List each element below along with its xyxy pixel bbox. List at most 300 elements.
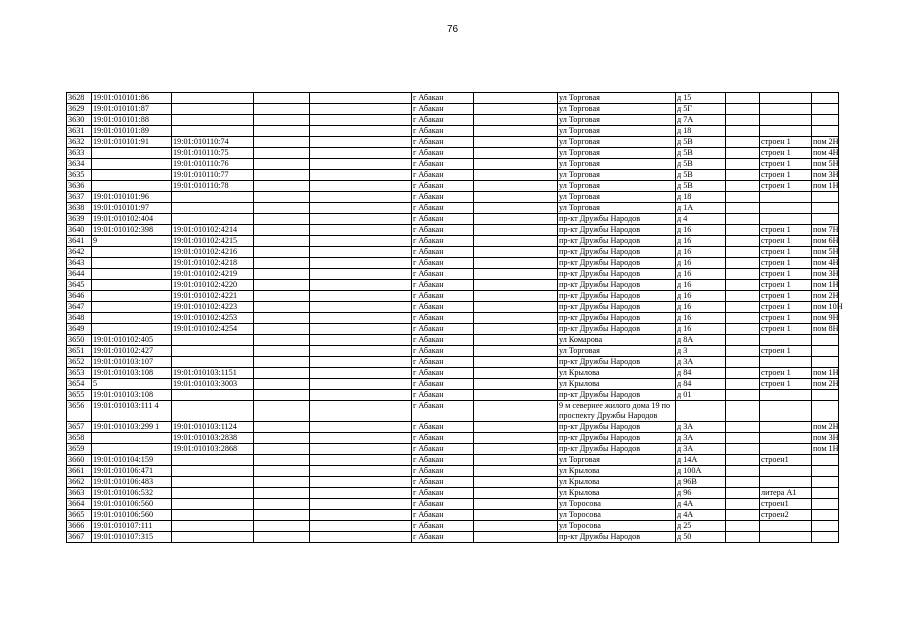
cadastral-number-cell: 19:01:010101:88 bbox=[92, 115, 172, 126]
empty-col-c-cell bbox=[474, 532, 558, 543]
street-cell: пр-кт Дружбы Народов bbox=[558, 280, 676, 291]
sub-cadastral-number-cell bbox=[172, 126, 254, 137]
empty-col-a-cell bbox=[254, 159, 310, 170]
empty-col-a-cell bbox=[254, 313, 310, 324]
street-cell: ул Торговая bbox=[558, 203, 676, 214]
premises-cell bbox=[812, 401, 839, 422]
building-cell: строен 1 bbox=[760, 148, 812, 159]
cadastral-number-cell: 19:01:010104:159 bbox=[92, 455, 172, 466]
empty-col-d-cell bbox=[726, 302, 760, 313]
table-row bbox=[67, 214, 839, 225]
city-cell: г Абакан bbox=[412, 192, 474, 203]
city-cell: г Абакан bbox=[412, 280, 474, 291]
premises-cell: пом 1Н bbox=[813, 280, 839, 289]
empty-col-a-cell bbox=[254, 258, 310, 269]
empty-col-c-cell bbox=[474, 203, 558, 214]
city-cell: г Абакан bbox=[412, 422, 474, 433]
row-number-cell: 3644 bbox=[67, 269, 92, 280]
empty-col-c-cell bbox=[474, 335, 558, 346]
row-number-cell: 3667 bbox=[67, 532, 92, 543]
empty-col-d-cell bbox=[726, 477, 760, 488]
empty-col-d-cell bbox=[726, 313, 760, 324]
empty-col-a-cell bbox=[254, 357, 310, 368]
premises-cell bbox=[812, 390, 839, 401]
street-cell: ул Торосова bbox=[558, 510, 676, 521]
page-number: 76 bbox=[446, 24, 459, 35]
empty-col-d-cell bbox=[726, 521, 760, 532]
sub-cadastral-number-cell bbox=[172, 455, 254, 466]
empty-col-c-cell bbox=[474, 466, 558, 477]
table-row bbox=[67, 390, 839, 401]
empty-col-c-cell bbox=[474, 137, 558, 148]
house-cell: д 100А bbox=[676, 466, 726, 477]
empty-col-b-cell bbox=[310, 401, 412, 422]
cadastral-number-cell: 19:01:010103:111 4 bbox=[92, 401, 172, 422]
empty-col-b-cell bbox=[310, 346, 412, 357]
city-cell: г Абакан bbox=[412, 390, 474, 401]
sub-cadastral-number-cell: 19:01:010102:4218 bbox=[172, 258, 254, 269]
premises-cell: пом 10Н bbox=[813, 302, 843, 311]
empty-col-c-cell bbox=[474, 390, 558, 401]
premises-cell bbox=[812, 214, 839, 225]
cadastral-number-cell: 9 bbox=[92, 236, 172, 247]
sub-cadastral-number-cell bbox=[172, 521, 254, 532]
premises-cell bbox=[812, 126, 839, 137]
empty-col-a-cell bbox=[254, 390, 310, 401]
premises-cell bbox=[812, 510, 839, 521]
house-cell: д 5В bbox=[676, 148, 726, 159]
house-cell: д 16 bbox=[676, 258, 726, 269]
building-cell bbox=[760, 422, 812, 433]
house-cell: д 8А bbox=[676, 335, 726, 346]
empty-col-a-cell bbox=[254, 236, 310, 247]
empty-col-a-cell bbox=[254, 368, 310, 379]
row-number-cell: 3656 bbox=[67, 401, 92, 422]
empty-col-d-cell bbox=[726, 390, 760, 401]
cadastral-number-cell bbox=[92, 444, 172, 455]
empty-col-c-cell bbox=[474, 488, 558, 499]
table-row bbox=[67, 302, 839, 313]
empty-col-b-cell bbox=[310, 422, 412, 433]
table-row bbox=[67, 159, 839, 170]
house-cell: д 16 bbox=[676, 247, 726, 258]
row-number-cell: 3646 bbox=[67, 291, 92, 302]
table-row bbox=[67, 137, 839, 148]
house-cell: д 3А bbox=[676, 433, 726, 444]
building-cell: строен 1 bbox=[760, 170, 812, 181]
empty-col-a-cell bbox=[254, 444, 310, 455]
house-cell: д 84 bbox=[676, 379, 726, 390]
premises-cell: пом 5Н bbox=[813, 247, 839, 256]
sub-cadastral-number-cell bbox=[172, 203, 254, 214]
table-row bbox=[67, 148, 839, 159]
cadastral-number-cell: 19:01:010101:89 bbox=[92, 126, 172, 137]
empty-col-c-cell bbox=[474, 269, 558, 280]
empty-col-b-cell bbox=[310, 269, 412, 280]
cadastral-number-cell: 19:01:010106:560 bbox=[92, 510, 172, 521]
city-cell: г Абакан bbox=[412, 247, 474, 258]
empty-col-b-cell bbox=[310, 510, 412, 521]
building-cell bbox=[760, 126, 812, 137]
cadastral-number-cell: 19:01:010101:87 bbox=[92, 104, 172, 115]
building-cell bbox=[760, 115, 812, 126]
street-cell: ул Крылова bbox=[558, 466, 676, 477]
building-cell bbox=[760, 203, 812, 214]
empty-col-b-cell bbox=[310, 488, 412, 499]
empty-col-d-cell bbox=[726, 466, 760, 477]
city-cell: г Абакан bbox=[412, 313, 474, 324]
sub-cadastral-number-cell: 19:01:010103:1124 bbox=[172, 422, 254, 433]
city-cell: г Абакан bbox=[412, 532, 474, 543]
premises-cell: пом 8Н bbox=[813, 324, 839, 333]
empty-col-c-cell bbox=[474, 236, 558, 247]
sub-cadastral-number-cell: 19:01:010103:2868 bbox=[172, 444, 254, 455]
table-row bbox=[67, 291, 839, 302]
city-cell: г Абакан bbox=[412, 137, 474, 148]
empty-col-a-cell bbox=[254, 214, 310, 225]
empty-col-b-cell bbox=[310, 302, 412, 313]
premises-cell: пом 1Н bbox=[813, 368, 839, 377]
city-cell: г Абакан bbox=[412, 93, 474, 104]
city-cell: г Абакан bbox=[412, 401, 474, 422]
building-cell: строен 1 bbox=[760, 181, 812, 192]
city-cell: г Абакан bbox=[412, 488, 474, 499]
city-cell: г Абакан bbox=[412, 433, 474, 444]
building-cell: строен2 bbox=[760, 510, 812, 521]
empty-col-d-cell bbox=[726, 104, 760, 115]
building-cell: строен1 bbox=[760, 499, 812, 510]
empty-col-a-cell bbox=[254, 532, 310, 543]
empty-col-d-cell bbox=[726, 214, 760, 225]
empty-col-d-cell bbox=[726, 368, 760, 379]
sub-cadastral-number-cell: 19:01:010102:4220 bbox=[172, 280, 254, 291]
row-number-cell: 3645 bbox=[67, 280, 92, 291]
city-cell: г Абакан bbox=[412, 126, 474, 137]
empty-col-d-cell bbox=[726, 335, 760, 346]
building-cell bbox=[760, 335, 812, 346]
house-cell: д 5В bbox=[676, 170, 726, 181]
building-cell bbox=[760, 433, 812, 444]
empty-col-c-cell bbox=[474, 401, 558, 422]
empty-col-d-cell bbox=[726, 126, 760, 137]
table-row bbox=[67, 521, 839, 532]
premises-cell bbox=[812, 192, 839, 203]
table-row bbox=[67, 510, 839, 521]
building-cell bbox=[760, 93, 812, 104]
sub-cadastral-number-cell bbox=[172, 115, 254, 126]
building-cell bbox=[760, 357, 812, 368]
empty-col-d-cell bbox=[726, 532, 760, 543]
empty-col-a-cell bbox=[254, 324, 310, 335]
sub-cadastral-number-cell bbox=[172, 93, 254, 104]
city-cell: г Абакан bbox=[412, 181, 474, 192]
empty-col-c-cell bbox=[474, 93, 558, 104]
street-cell: ул Торговая bbox=[558, 181, 676, 192]
empty-col-d-cell bbox=[726, 357, 760, 368]
table-row bbox=[67, 104, 839, 115]
empty-col-b-cell bbox=[310, 444, 412, 455]
table-row bbox=[67, 126, 839, 137]
empty-col-a-cell bbox=[254, 510, 310, 521]
street-cell: пр-кт Дружбы Народов bbox=[558, 433, 676, 444]
city-cell: г Абакан bbox=[412, 346, 474, 357]
table-row bbox=[67, 444, 839, 455]
premises-cell: пом 2Н bbox=[813, 379, 839, 388]
house-cell: д 16 bbox=[676, 269, 726, 280]
city-cell: г Абакан bbox=[412, 159, 474, 170]
empty-col-a-cell bbox=[254, 104, 310, 115]
house-cell: д 5В bbox=[676, 159, 726, 170]
empty-col-b-cell bbox=[310, 521, 412, 532]
cadastral-number-cell bbox=[92, 258, 172, 269]
premises-cell: пом 2Н bbox=[813, 137, 839, 146]
building-cell: строен 1 bbox=[760, 258, 812, 269]
sub-cadastral-number-cell bbox=[172, 346, 254, 357]
row-number-cell: 3643 bbox=[67, 258, 92, 269]
building-cell: строен 1 bbox=[760, 291, 812, 302]
empty-col-a-cell bbox=[254, 170, 310, 181]
cadastral-number-cell: 19:01:010106:471 bbox=[92, 466, 172, 477]
empty-col-b-cell bbox=[310, 433, 412, 444]
empty-col-c-cell bbox=[474, 258, 558, 269]
empty-col-d-cell bbox=[726, 455, 760, 466]
empty-col-b-cell bbox=[310, 93, 412, 104]
empty-col-a-cell bbox=[254, 477, 310, 488]
street-cell: ул Крылова bbox=[558, 488, 676, 499]
premises-cell bbox=[812, 115, 839, 126]
city-cell: г Абакан bbox=[412, 444, 474, 455]
street-cell: ул Крылова bbox=[558, 379, 676, 390]
premises-cell bbox=[812, 335, 839, 346]
table-row bbox=[67, 422, 839, 433]
building-cell: строен 1 bbox=[760, 346, 812, 357]
city-cell: г Абакан bbox=[412, 258, 474, 269]
empty-col-b-cell bbox=[310, 115, 412, 126]
row-number-cell: 3630 bbox=[67, 115, 92, 126]
row-number-cell: 3649 bbox=[67, 324, 92, 335]
street-cell: ул Торговая bbox=[558, 148, 676, 159]
street-cell: пр-кт Дружбы Народов bbox=[558, 313, 676, 324]
premises-cell bbox=[812, 104, 839, 115]
empty-col-d-cell bbox=[726, 488, 760, 499]
street-cell: пр-кт Дружбы Народов bbox=[558, 357, 676, 368]
premises-cell: пом 4Н bbox=[813, 258, 839, 267]
empty-col-b-cell bbox=[310, 225, 412, 236]
premises-cell: пом 1Н bbox=[813, 181, 839, 190]
empty-col-d-cell bbox=[726, 148, 760, 159]
house-cell: д 3А bbox=[676, 357, 726, 368]
empty-col-c-cell bbox=[474, 247, 558, 258]
cadastral-number-cell: 19:01:010103:108 bbox=[92, 368, 172, 379]
street-cell: ул Торговая bbox=[558, 346, 676, 357]
sub-cadastral-number-cell bbox=[172, 390, 254, 401]
premises-cell: пом 9Н bbox=[813, 313, 839, 322]
empty-col-b-cell bbox=[310, 477, 412, 488]
cadastral-number-cell: 19:01:010102:398 bbox=[92, 225, 172, 236]
row-number-cell: 3662 bbox=[67, 477, 92, 488]
house-cell: д 5В bbox=[676, 181, 726, 192]
premises-cell bbox=[812, 477, 839, 488]
empty-col-b-cell bbox=[310, 203, 412, 214]
city-cell: г Абакан bbox=[412, 269, 474, 280]
empty-col-c-cell bbox=[474, 181, 558, 192]
empty-col-b-cell bbox=[310, 324, 412, 335]
empty-col-b-cell bbox=[310, 532, 412, 543]
street-cell: ул Торговая bbox=[558, 137, 676, 148]
house-cell: д 16 bbox=[676, 324, 726, 335]
cadastral-number-cell bbox=[92, 302, 172, 313]
empty-col-b-cell bbox=[310, 357, 412, 368]
sub-cadastral-number-cell: 19:01:010110:75 bbox=[172, 148, 254, 159]
sub-cadastral-number-cell bbox=[172, 499, 254, 510]
empty-col-a-cell bbox=[254, 280, 310, 291]
house-cell: д 15 bbox=[676, 93, 726, 104]
house-cell: д 16 bbox=[676, 236, 726, 247]
premises-cell bbox=[812, 93, 839, 104]
empty-col-d-cell bbox=[726, 170, 760, 181]
city-cell: г Абакан bbox=[412, 335, 474, 346]
empty-col-a-cell bbox=[254, 247, 310, 258]
building-cell: строен 1 bbox=[760, 269, 812, 280]
row-number-cell: 3665 bbox=[67, 510, 92, 521]
house-cell: д 16 bbox=[676, 302, 726, 313]
empty-col-a-cell bbox=[254, 346, 310, 357]
empty-col-c-cell bbox=[474, 170, 558, 181]
table-row bbox=[67, 192, 839, 203]
city-cell: г Абакан bbox=[412, 104, 474, 115]
empty-col-a-cell bbox=[254, 181, 310, 192]
empty-col-b-cell bbox=[310, 291, 412, 302]
table-row bbox=[67, 466, 839, 477]
row-number-cell: 3666 bbox=[67, 521, 92, 532]
house-cell: д 14А bbox=[676, 455, 726, 466]
table-row bbox=[67, 280, 839, 291]
empty-col-d-cell bbox=[726, 181, 760, 192]
house-cell: д 5В bbox=[676, 137, 726, 148]
table-row bbox=[67, 368, 839, 379]
street-cell: ул Комарова bbox=[558, 335, 676, 346]
premises-cell bbox=[812, 466, 839, 477]
cadastral-number-cell: 19:01:010106:483 bbox=[92, 477, 172, 488]
cadastral-number-cell: 19:01:010101:86 bbox=[92, 93, 172, 104]
cadastral-number-cell: 19:01:010106:560 bbox=[92, 499, 172, 510]
premises-cell bbox=[812, 488, 839, 499]
row-number-cell: 3639 bbox=[67, 214, 92, 225]
city-cell: г Абакан bbox=[412, 291, 474, 302]
empty-col-c-cell bbox=[474, 225, 558, 236]
empty-col-b-cell bbox=[310, 390, 412, 401]
city-cell: г Абакан bbox=[412, 214, 474, 225]
city-cell: г Абакан bbox=[412, 510, 474, 521]
empty-col-a-cell bbox=[254, 93, 310, 104]
empty-col-a-cell bbox=[254, 379, 310, 390]
city-cell: г Абакан bbox=[412, 455, 474, 466]
row-number-cell: 3658 bbox=[67, 433, 92, 444]
empty-col-b-cell bbox=[310, 236, 412, 247]
premises-cell bbox=[812, 499, 839, 510]
city-cell: г Абакан bbox=[412, 466, 474, 477]
street-cell: пр-кт Дружбы Народов bbox=[558, 324, 676, 335]
cadastral-number-cell: 19:01:010101:97 bbox=[92, 203, 172, 214]
row-number-cell: 3657 bbox=[67, 422, 92, 433]
sub-cadastral-number-cell: 19:01:010102:4216 bbox=[172, 247, 254, 258]
street-cell: ул Торговая bbox=[558, 192, 676, 203]
building-cell bbox=[760, 466, 812, 477]
empty-col-c-cell bbox=[474, 510, 558, 521]
empty-col-d-cell bbox=[726, 499, 760, 510]
street-cell: пр-кт Дружбы Народов bbox=[558, 214, 676, 225]
building-cell: строен 1 bbox=[760, 368, 812, 379]
street-cell: ул Крылова bbox=[558, 368, 676, 379]
empty-col-a-cell bbox=[254, 225, 310, 236]
empty-col-c-cell bbox=[474, 433, 558, 444]
empty-col-c-cell bbox=[474, 477, 558, 488]
empty-col-d-cell bbox=[726, 137, 760, 148]
building-cell: строен 1 bbox=[760, 313, 812, 324]
empty-col-a-cell bbox=[254, 291, 310, 302]
premises-cell bbox=[812, 455, 839, 466]
empty-col-a-cell bbox=[254, 335, 310, 346]
house-cell: д 96 bbox=[676, 488, 726, 499]
sub-cadastral-number-cell bbox=[172, 335, 254, 346]
table-row bbox=[67, 346, 839, 357]
street-cell: ул Торговая bbox=[558, 170, 676, 181]
city-cell: г Абакан bbox=[412, 357, 474, 368]
empty-col-d-cell bbox=[726, 433, 760, 444]
row-number-cell: 3636 bbox=[67, 181, 92, 192]
sub-cadastral-number-cell: 19:01:010102:4219 bbox=[172, 269, 254, 280]
row-number-cell: 3659 bbox=[67, 444, 92, 455]
building-cell: строен 1 bbox=[760, 324, 812, 335]
premises-cell: пом 5Н bbox=[813, 159, 839, 168]
table-row bbox=[67, 455, 839, 466]
empty-col-a-cell bbox=[254, 466, 310, 477]
empty-col-d-cell bbox=[726, 93, 760, 104]
empty-col-a-cell bbox=[254, 499, 310, 510]
street-cell: 9 м севернее жилого дома 19 по проспекту Дружбы Народов bbox=[558, 401, 676, 422]
street-cell: пр-кт Дружбы Народов bbox=[558, 258, 676, 269]
empty-col-c-cell bbox=[474, 214, 558, 225]
house-cell: д 4 bbox=[676, 214, 726, 225]
street-cell: ул Торговая bbox=[558, 93, 676, 104]
empty-col-d-cell bbox=[726, 203, 760, 214]
row-number-cell: 3664 bbox=[67, 499, 92, 510]
building-cell: строен1 bbox=[760, 455, 812, 466]
table-row bbox=[67, 324, 839, 335]
table-row bbox=[67, 433, 839, 444]
cadastral-number-cell bbox=[92, 247, 172, 258]
cadastral-number-cell bbox=[92, 433, 172, 444]
empty-col-b-cell bbox=[310, 280, 412, 291]
cadastral-number-cell: 19:01:010106:532 bbox=[92, 488, 172, 499]
table-row bbox=[67, 203, 839, 214]
cadastral-number-cell: 19:01:010103:108 bbox=[92, 390, 172, 401]
table-row bbox=[67, 247, 839, 258]
row-number-cell: 3642 bbox=[67, 247, 92, 258]
empty-col-b-cell bbox=[310, 192, 412, 203]
city-cell: г Абакан bbox=[412, 379, 474, 390]
sub-cadastral-number-cell: 19:01:010102:4254 bbox=[172, 324, 254, 335]
cadastral-number-cell: 19:01:010101:96 bbox=[92, 192, 172, 203]
house-cell bbox=[676, 401, 726, 422]
empty-col-b-cell bbox=[310, 455, 412, 466]
house-cell: д 5Г bbox=[676, 104, 726, 115]
empty-col-d-cell bbox=[726, 247, 760, 258]
building-cell bbox=[760, 390, 812, 401]
city-cell: г Абакан bbox=[412, 203, 474, 214]
table-row bbox=[67, 313, 839, 324]
empty-col-a-cell bbox=[254, 115, 310, 126]
